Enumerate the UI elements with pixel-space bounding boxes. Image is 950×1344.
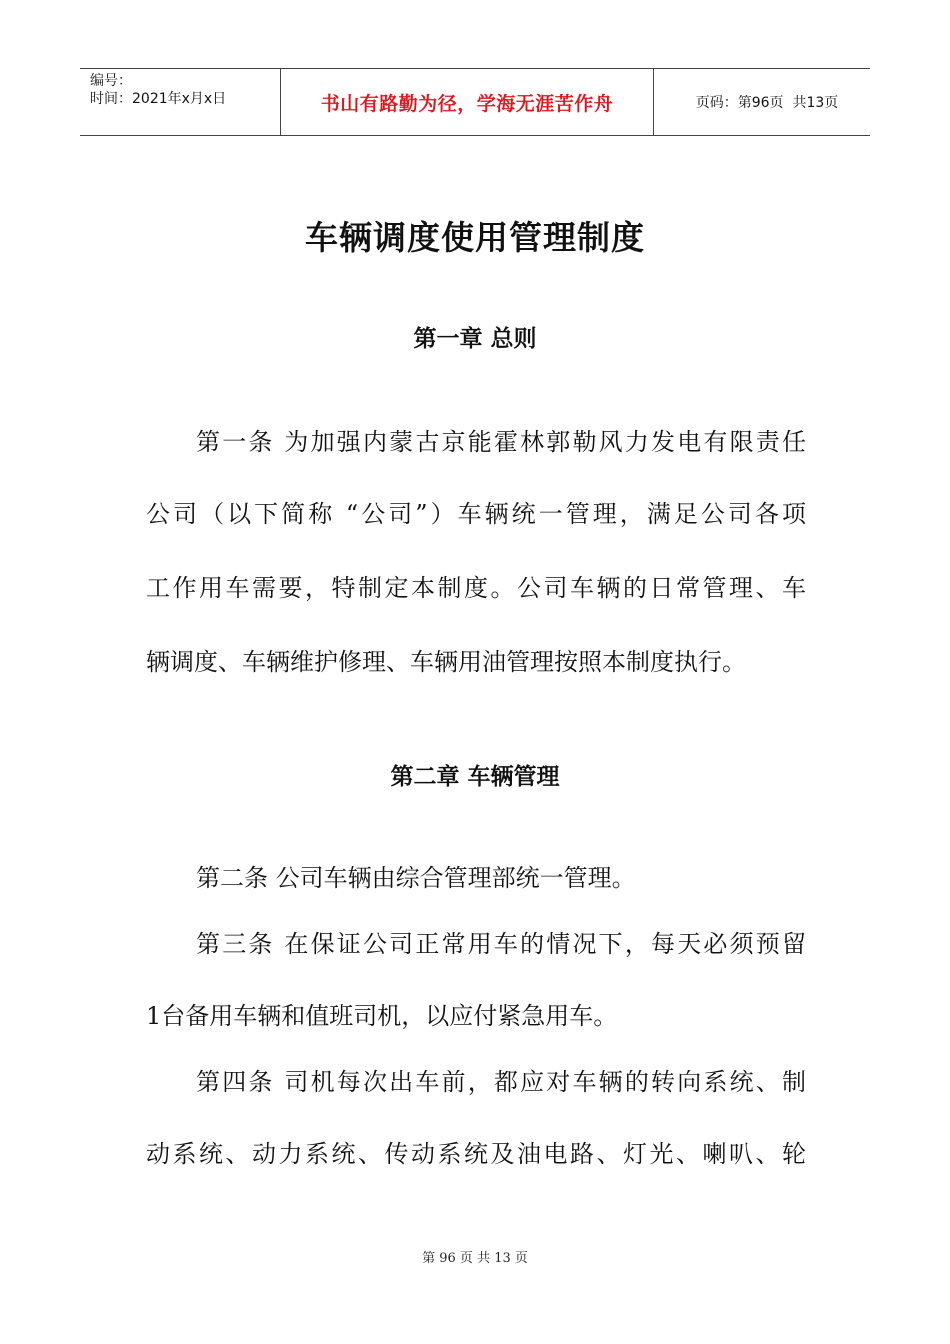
paragraph-line: 公司（以下简称 “公司”）车辆统一管理，满足公司各项 xyxy=(146,500,806,528)
header-page-info: 页码：第96页 共13页 xyxy=(695,95,839,111)
paragraph-line: 工作用车需要，特制定本制度。公司车辆的日常管理、车 xyxy=(146,574,806,602)
page-header xyxy=(80,68,870,136)
paragraph-line: 第四条 司机每次出车前，都应对车辆的转向系统、制 xyxy=(196,1068,806,1096)
paragraph-line: 动系统、动力系统、传动系统及油电路、灯光、喇叭、轮 xyxy=(146,1140,806,1168)
document-number-label: 编号： xyxy=(90,73,132,89)
header-meta xyxy=(80,69,280,135)
chapter-heading-2: 第二章 车辆管理 xyxy=(390,764,560,790)
paragraph-line: 1台备用车辆和值班司机，以应付紧急用车。 xyxy=(146,1002,618,1030)
page-footer: 第 96 页 共 13 页 xyxy=(422,1251,528,1266)
header-motto: 书山有路勤为径，学海无涯苦作舟 xyxy=(320,92,614,115)
paragraph-line: 辆调度、车辆维护修理、车辆用油管理按照本制度执行。 xyxy=(146,648,746,676)
chapter-heading-1: 第一章 总则 xyxy=(413,326,537,352)
document-date: 时间：2021年x月x日 xyxy=(90,91,227,107)
document-title: 车辆调度使用管理制度 xyxy=(305,218,645,257)
header-motto-cell xyxy=(280,69,654,135)
paragraph-line: 第三条 在保证公司正常用车的情况下，每天必须预留 xyxy=(196,930,806,958)
paragraph-line: 第一条 为加强内蒙古京能霍林郭勒风力发电有限责任 xyxy=(196,428,806,456)
paragraph-line: 第二条 公司车辆由综合管理部统一管理。 xyxy=(196,864,636,892)
